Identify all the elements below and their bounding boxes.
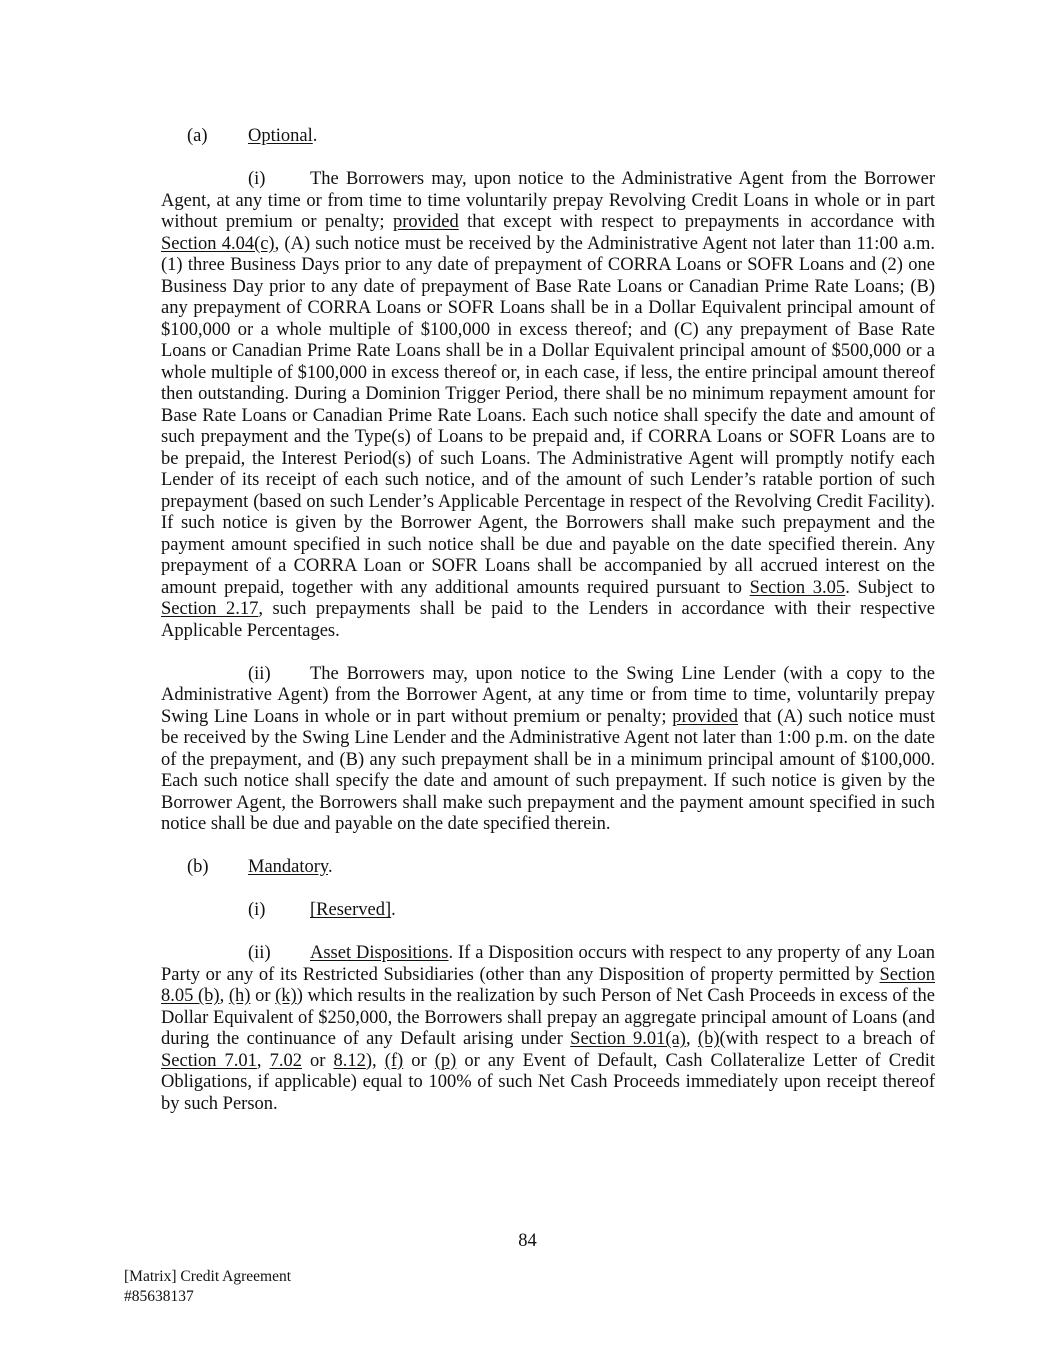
text-segment: or any Event of Default, Cash Collateralize Letter of Credit Obligations, if applicable) equal to 100% of such Net Cash Proceeds immediately upon receipt thereof by such Person. [161, 1050, 935, 1114]
text-segment: . If a Disposition occurs with respect to any property of any Loan Party or any of its Restricted Subsidiaries (other than any Disposition of property permitted by [161, 943, 935, 985]
section-reference: (b) [697, 1029, 720, 1049]
section-b-title-period: . [327, 857, 333, 877]
text-segment: ) which results in the realization by such Person of Net Cash Proceeds in excess of the Dollar Equivalent of $250,000, the Borrowers shall prepay an aggregate principal amount of Loans (and during the continuance of any Default arising under [161, 986, 935, 1049]
section-reference: Section 7.01 [161, 1050, 257, 1071]
defined-term-provided: provided [672, 706, 739, 727]
section-reference: (k) [275, 986, 297, 1006]
text-segment: , such prepayments shall be paid to the Lenders in accordance with their respective Applicable Percentages. [161, 599, 935, 641]
page-number: 84 [518, 1231, 537, 1251]
text-segment: , [256, 1050, 270, 1071]
section-reference: Section 3.05 [749, 577, 846, 598]
defined-term-provided: provided [392, 212, 459, 232]
section-a-heading [187, 126, 935, 148]
paragraph-a-ii-marker: (ii) [248, 663, 271, 684]
text-segment: , [685, 1029, 698, 1049]
section-reference: 8.12 [333, 1050, 366, 1071]
section-reference: Section 9.01(a) [570, 1029, 686, 1049]
text-segment: or [250, 986, 276, 1006]
paragraph-b-ii [161, 943, 935, 1115]
paragraph-b-i-marker: (i) [248, 900, 266, 920]
section-b-label: (b) [187, 857, 209, 877]
footer-doc-number: #85638137 [124, 1288, 194, 1305]
section-a-title: Optional [248, 126, 313, 146]
text-segment: , (A) such notice must be received by the Administrative Agent not later than 11:00 a.m. (1) three Business Days prior to any date of prepayment of CORRA Loans or SOFR Loans and (2) one Business Day prior to any date of prepayment of Base Rate Loans or Canadian Prime Rate Loans; (B) any prepayment of CORRA Loans or SOFR Loans shall be in a Dollar Equivalent principal amount of $100,000 or a whole multiple of $100,000 in excess thereof; and (C) any prepayment of Base Rate Loans or Canadian Prime Rate Loans shall be in a Dollar Equivalent principal amount of $500,000 or a whole multiple of $100,000 in excess thereof or, in each case, if less, the entire principal amount thereof then outstanding. During a Dominion Trigger Period, there shall be no minimum repayment amount for Base Rate Loans or Canadian Prime Rate Loans. Each such notice shall specify the date and amount of such prepayment and the Type(s) of Loans to be prepaid and, if CORRA Loans or SOFR Loans are to be prepaid, the Interest Period(s) of such Loans. The Administrative Agent will promptly notify each Lender of its receipt of each such notice, and of the amount of such Lender’s ratable portion of such prepayment (based on such Lender’s Applicable Percentage in respect of the Revolving Credit Facility). If such notice is given by the Borrower Agent, the Borrowers shall make such prepayment and the payment amount specified in such notice shall be due and payable on the date specified therein. Any prepayment of a CORRA Loan or SOFR Loans shall be accompanied by all accrued interest on the amount prepaid, together with any additional amounts required pursuant to [161, 233, 935, 598]
text-segment: or [403, 1050, 435, 1071]
paragraph-b-i [161, 900, 935, 922]
document-content [161, 126, 935, 1137]
section-reference: (p) [434, 1050, 457, 1071]
text-segment: ), [365, 1050, 385, 1071]
section-reference: Section 2.17 [161, 599, 259, 619]
paragraph-a-ii [161, 664, 935, 836]
section-b-title: Mandatory [248, 857, 328, 877]
section-reference: 7.02 [269, 1050, 302, 1071]
text-segment: that except with respect to prepayments in accordance with [458, 212, 935, 232]
section-b-heading [187, 857, 935, 879]
text-segment: (with respect to a breach of [719, 1029, 936, 1049]
footer [124, 1267, 291, 1307]
paragraph-a-i-marker: (i) [248, 169, 266, 189]
section-a-label: (a) [187, 126, 208, 146]
text-segment: . [391, 900, 396, 920]
text-segment: The Borrowers may, upon notice to the Swing Line Lender (with a copy to the Administrative Agent) from the Borrower Agent, at any time or from time to time, voluntarily prepay Swing Line Loans in whole or in part without premium or penalty; [161, 663, 935, 727]
section-reference: (h) [228, 986, 251, 1006]
clause-title-asset-dispositions: Asset Dispositions [310, 943, 449, 963]
section-reference: Section 8.05 (b) [161, 964, 935, 1006]
section-reference: Section 4.04(c) [161, 233, 275, 254]
text-segment: , [219, 986, 229, 1006]
text-segment: or [301, 1050, 334, 1071]
text-segment: The Borrowers may, upon notice to the Administrative Agent from the Borrower Agent, at any time or from time to time voluntarily prepay Revolving Credit Loans in whole or in part without premium or penalty; [161, 169, 935, 232]
text-segment: . Subject to [845, 577, 935, 598]
section-reference: (f) [384, 1050, 404, 1071]
footer-doc-title: [Matrix] Credit Agreement [124, 1268, 292, 1285]
paragraph-a-i [161, 169, 935, 642]
paragraph-b-ii-marker: (ii) [248, 943, 271, 963]
text-segment: that (A) such notice must be received by the Swing Line Lender and the Administrative Agent not later than 1:00 p.m. on the date of the prepayment, and (B) any such prepayment shall be in a minimum principal amount of $100,000. Each such notice shall specify the date and amount of such prepayment. If such notice is given by the Borrower Agent, the Borrowers shall make such prepayment and the payment amount specified in such notice shall be due and payable on the date specified therein. [161, 706, 936, 834]
section-a-title-period: . [312, 126, 318, 146]
reserved-label: [Reserved] [310, 900, 392, 920]
